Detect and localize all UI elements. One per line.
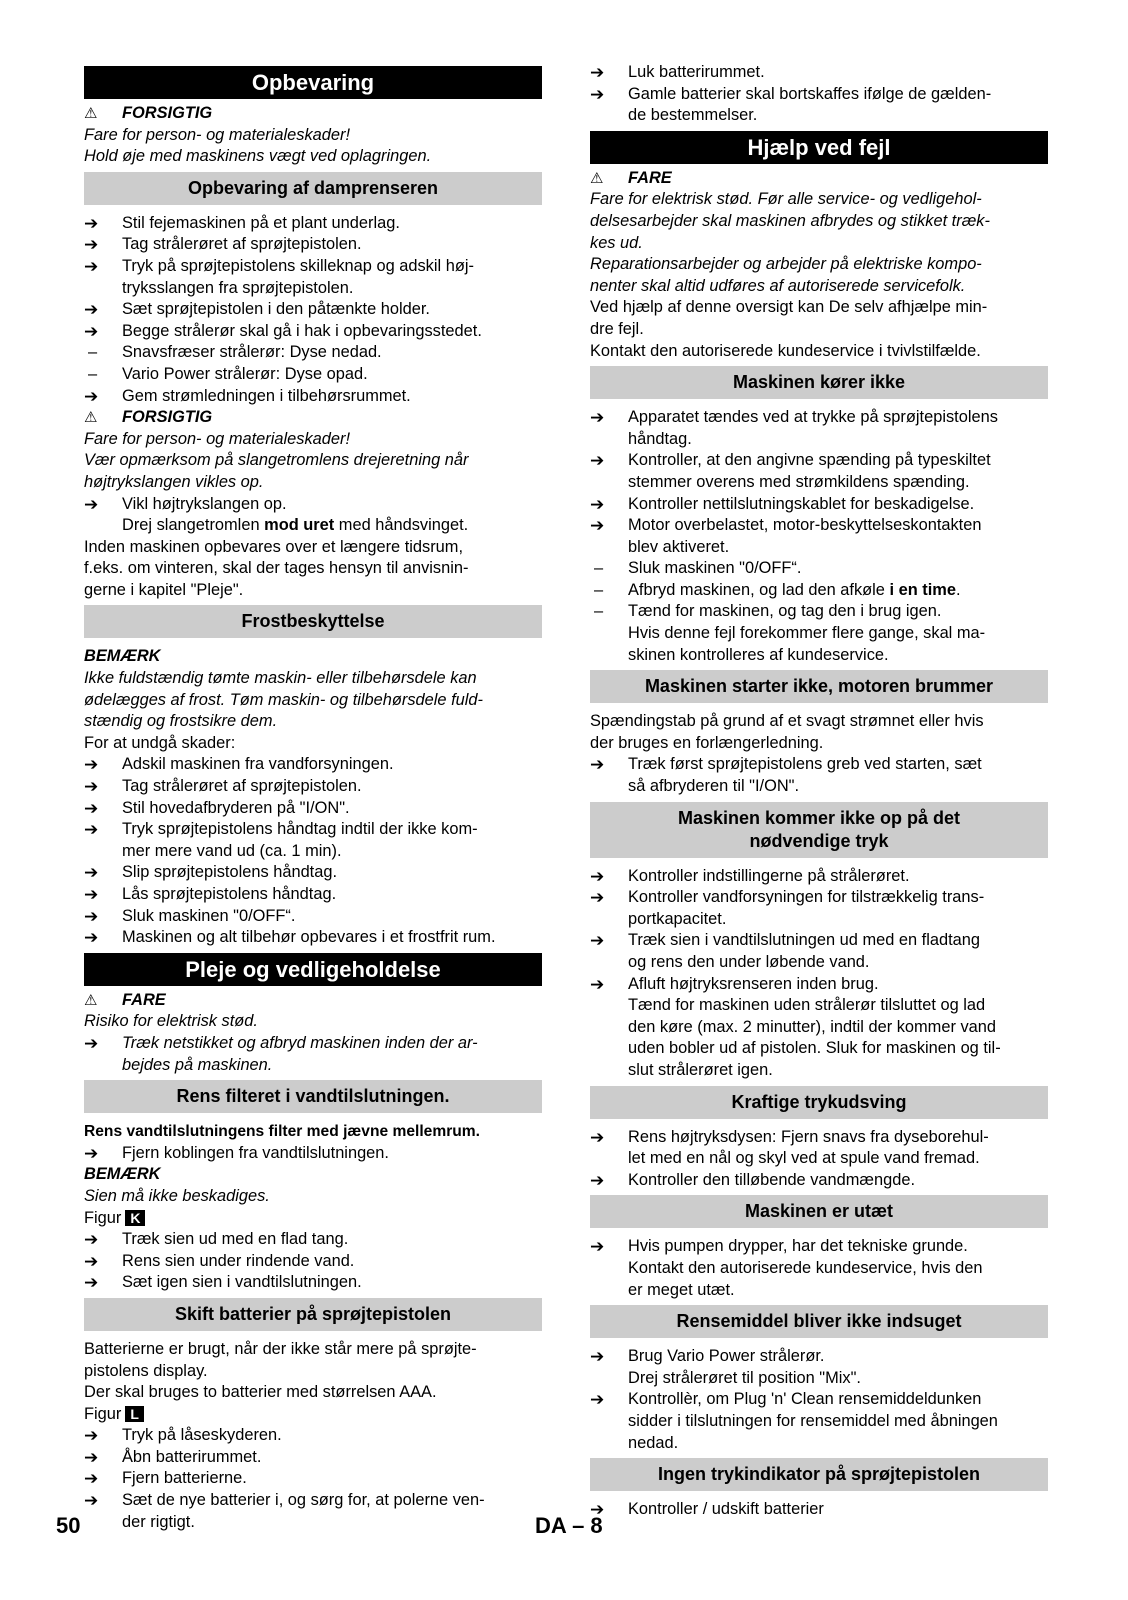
list-item-continuation — [590, 1411, 1048, 1433]
list-item-text: Tryk sprøjtepistolens håndtag indtil der ikke kom- — [122, 820, 478, 839]
list-item — [84, 819, 542, 841]
subsection-title: Maskinen starter ikke, motoren brummer — [590, 670, 1048, 703]
list-item-continuation — [590, 1280, 1048, 1302]
list-item-continuation — [590, 537, 1048, 559]
list-item — [590, 1389, 1048, 1411]
list-item-text: Snavsfræser strålerør: Dyse nedad. — [122, 343, 382, 362]
subsection-title: Frostbeskyttelse — [84, 605, 542, 638]
list-item-text: uden bobler ud af pistolen. Sluk for maskinen og til- — [628, 1039, 1001, 1058]
arrow-right-icon: ➔ — [84, 1426, 99, 1446]
warning-triangle-icon: ⚠ — [84, 991, 98, 1009]
arrow-right-icon: ➔ — [84, 1230, 99, 1250]
arrow-right-icon: ➔ — [590, 516, 605, 536]
list-item — [590, 62, 1048, 84]
arrow-right-icon: ➔ — [590, 974, 605, 994]
list-item-text: portkapacitet. — [628, 909, 727, 928]
list-item-continuation — [590, 1368, 1048, 1390]
dash-marker: – — [594, 580, 604, 599]
arrow-right-icon: ➔ — [590, 931, 605, 951]
figure-badge: L — [125, 1406, 144, 1422]
list-item — [590, 1346, 1048, 1368]
arrow-right-icon: ➔ — [84, 494, 99, 514]
step-list — [590, 62, 1048, 127]
list-item-text: Kontroller / udskift batterier — [628, 1500, 824, 1519]
list-item-text: slut strålerøret igen. — [628, 1060, 773, 1079]
list-item — [590, 1127, 1048, 1149]
arrow-right-icon: ➔ — [590, 1390, 605, 1410]
caution-text: Vær opmærksom på slangetromlens drejeretning når — [84, 451, 469, 470]
step-list — [84, 213, 542, 407]
list-item — [84, 1425, 542, 1447]
paragraph: Kontakt den autoriserede kundeservice i tvivlstilfælde. — [590, 341, 981, 360]
danger-heading: ⚠ FARE — [84, 990, 542, 1012]
subsection-title: Kraftige trykudsving — [590, 1086, 1048, 1119]
list-item-continuation — [590, 429, 1048, 451]
arrow-right-icon: ➔ — [590, 1127, 605, 1147]
list-item-text: Sæt de nye batterier i, og sørg for, at polerne ven- — [122, 1491, 485, 1510]
note-text: ødelægges af frost. Tøm maskin- og tilbehørsdele fuld- — [84, 690, 483, 709]
section-title-hjaelp: Hjælp ved fejl — [590, 131, 1048, 164]
list-item-text: let med en nål og skyl ved at spule vand fremad. — [628, 1149, 980, 1168]
arrow-right-icon: ➔ — [84, 777, 99, 797]
list-item-text: og rens den under løbende vand. — [628, 953, 870, 971]
list-item-text: Træk sien ud med en flad tang. — [122, 1230, 349, 1249]
list-item-text: skinen kontrolleres af kundeservice. — [628, 645, 889, 664]
list-item-continuation — [590, 1433, 1048, 1455]
list-item — [84, 1229, 542, 1251]
arrow-right-icon: ➔ — [84, 755, 99, 775]
list-item — [84, 213, 542, 235]
danger-text: Reparationsarbejder og arbejder på elektriske kompo- — [590, 255, 982, 274]
list-item-text: Stil fejemaskinen på et plant underlag. — [122, 213, 400, 232]
list-item — [590, 930, 1048, 952]
list-item-continuation — [590, 623, 1048, 645]
step-list — [590, 407, 1048, 580]
list-item-continuation — [84, 278, 542, 300]
arrow-right-icon: ➔ — [590, 1347, 605, 1367]
list-item-text: stemmer overens med strømkildens spænding. — [628, 472, 970, 491]
list-item-text: Maskinen og alt tilbehør opbevares i et frostfrit rum. — [122, 928, 496, 947]
danger-text: Risiko for elektrisk stød. — [84, 1012, 258, 1031]
list-item — [84, 884, 542, 906]
arrow-right-icon: ➔ — [590, 755, 605, 775]
paragraph: Inden maskinen opbevares over et længere tidsrum, — [84, 537, 464, 556]
list-item-text: Adskil maskinen fra vandforsyningen. — [122, 755, 394, 774]
arrow-right-icon: ➔ — [84, 256, 99, 276]
step-list — [590, 754, 1048, 797]
paragraph: pistolens display. — [84, 1361, 208, 1380]
list-item-text: Åbn batterirummet. — [122, 1447, 262, 1466]
arrow-right-icon: ➔ — [590, 63, 605, 82]
list-item-continuation — [590, 645, 1048, 667]
arrow-right-icon: ➔ — [84, 928, 99, 948]
arrow-right-icon: ➔ — [84, 1251, 99, 1271]
list-item-text: Hvis pumpen drypper, har det tekniske grunde. — [628, 1237, 968, 1256]
arrow-right-icon: ➔ — [84, 213, 99, 233]
arrow-right-icon: ➔ — [84, 386, 99, 406]
subsection-title: Maskinen kører ikke — [590, 366, 1048, 399]
step-list — [590, 1499, 1048, 1521]
list-item — [590, 601, 1048, 623]
danger-heading: ⚠ FARE — [590, 168, 1048, 190]
list-item — [84, 256, 542, 278]
note-text: Ikke fuldstændig tømte maskin- eller tilbehørsdele kan — [84, 669, 477, 688]
list-item-continuation — [590, 776, 1048, 798]
warning-triangle-icon: ⚠ — [84, 409, 98, 427]
list-item-text: Vario Power strålerør: Dyse opad. — [122, 364, 368, 383]
list-item: ➔ Vikl højtrykslangen op. — [84, 494, 287, 514]
subsection-title: Skift batterier på sprøjtepistolen — [84, 1298, 542, 1331]
list-item-continuation — [590, 472, 1048, 494]
list-item: ➔ Træk netstikket og afbryd maskinen inden der ar- — [84, 1033, 478, 1053]
list-item-text: Sluk maskinen "0/OFF“. — [122, 906, 296, 925]
list-item — [590, 558, 1048, 580]
list-item-continuation — [590, 1258, 1048, 1280]
bold-instruction: Rens vandtilslutningens filter med jævne mellemrum. — [84, 1123, 481, 1141]
list-item-text: Stil hovedafbryderen på "I/ON". — [122, 798, 350, 817]
arrow-right-icon: ➔ — [84, 1033, 99, 1053]
list-item — [590, 754, 1048, 776]
step-list — [84, 1229, 542, 1294]
left-column — [84, 62, 542, 1533]
list-item-text: Kontroller vandforsyningen for tilstrækkelig trans- — [628, 888, 985, 907]
page-code: DA – 8 — [535, 1513, 603, 1538]
caution-text: højtrykslangen vikles op. — [84, 472, 264, 491]
list-item — [84, 364, 542, 386]
list-item-text: Træk først sprøjtepistolens greb ved starten, sæt — [628, 755, 982, 774]
list-item — [590, 84, 1048, 106]
list-item-text: Kontroller den tilløbende vandmængde. — [628, 1170, 916, 1189]
arrow-right-icon: ➔ — [84, 1143, 99, 1163]
list-item — [84, 234, 542, 256]
list-item-text: sidder i tilslutningen for rensemiddel med åbningen — [628, 1411, 998, 1430]
arrow-right-icon: ➔ — [590, 408, 605, 428]
list-item-text: nedad. — [628, 1433, 679, 1452]
list-item-text: blev aktiveret. — [628, 537, 730, 556]
list-item-text: Afluft højtryksrenseren inden brug. — [628, 974, 879, 993]
list-item-text: Fjern batterierne. — [122, 1469, 247, 1488]
list-item-continuation — [590, 105, 1048, 127]
list-item-text: er meget utæt. — [628, 1280, 735, 1299]
note-heading: BEMÆRK — [84, 647, 161, 666]
list-item-text: Tænd for maskinen, og tag den i brug igen. — [628, 602, 942, 621]
list-item-text: Tag strålerøret af sprøjtepistolen. — [122, 235, 362, 254]
step-list — [590, 1236, 1048, 1301]
list-item-text: Luk batterirummet. — [628, 63, 765, 81]
list-item-text: Kontroller indstillingerne på strålerøret. — [628, 866, 910, 885]
list-item-continuation — [590, 995, 1048, 1017]
list-item-text: Rens højtryksdysen: Fjern snavs fra dyseborehul- — [628, 1127, 989, 1146]
arrow-right-icon: ➔ — [590, 888, 605, 908]
figure-reference: Figur K — [84, 1208, 542, 1230]
section-title-opbevaring: Opbevaring — [84, 66, 542, 99]
paragraph: gerne i kapitel "Pleje". — [84, 580, 244, 599]
list-item — [84, 798, 542, 820]
list-item — [84, 1272, 542, 1294]
list-item-text: der rigtigt. — [122, 1512, 195, 1531]
list-item-text: Apparatet tændes ved at trykke på sprøjtepistolens — [628, 408, 998, 427]
list-item-text: håndtag. — [628, 429, 692, 448]
caution-text: Fare for person- og materialeskader! — [84, 429, 351, 448]
list-item-text: Sæt sprøjtepistolen i den påtænkte holder. — [122, 300, 430, 319]
danger-text: Fare for elektrisk stød. Før alle service- og vedligehol- — [590, 190, 982, 209]
list-item-text: Kontakt den autoriserede kundeservice, hvis den — [628, 1258, 983, 1277]
list-item-text: Brug Vario Power strålerør. — [628, 1347, 825, 1366]
list-item-text: de bestemmelser. — [628, 106, 758, 125]
step-list — [590, 1346, 1048, 1454]
list-item-text: mer mere vand ud (ca. 1 min). — [122, 841, 342, 860]
paragraph: Batterierne er brugt, når der ikke står mere på sprøjte- — [84, 1339, 477, 1358]
list-item-text: Tag strålerøret af sprøjtepistolen. — [122, 777, 362, 796]
dash-marker: – — [88, 343, 98, 362]
arrow-right-icon: ➔ — [84, 1447, 99, 1467]
figure-badge: K — [125, 1210, 145, 1226]
list-item — [84, 386, 542, 408]
list-item — [84, 1447, 542, 1469]
arrow-right-icon: ➔ — [84, 1273, 99, 1293]
list-item-continuation — [84, 1512, 542, 1534]
list-item-continuation — [590, 1017, 1048, 1039]
caution-text: Hold øje med maskinens vægt ved oplagringen. — [84, 147, 432, 166]
list-item — [590, 1236, 1048, 1258]
list-item-continuation: Drej slangetromlen mod uret med håndsvinget. — [122, 516, 469, 535]
list-item — [84, 342, 542, 364]
arrow-right-icon: ➔ — [84, 1491, 99, 1511]
list-item-text: Rens sien under rindende vand. — [122, 1251, 355, 1270]
list-item — [590, 1499, 1048, 1521]
list-item — [590, 450, 1048, 472]
arrow-right-icon: ➔ — [84, 863, 99, 883]
arrow-right-icon: ➔ — [590, 1237, 605, 1257]
list-item-text: den køre (max. 2 minutter), indtil der kommer vand — [628, 1017, 997, 1036]
list-item-text: Lås sprøjtepistolens håndtag. — [122, 885, 337, 903]
warning-triangle-icon: ⚠ — [84, 105, 98, 122]
paragraph: Der skal bruges to batterier med størrelsen AAA. — [84, 1383, 437, 1402]
arrow-right-icon: ➔ — [590, 84, 605, 104]
subsection-title: Maskinen kommer ikke op på det nødvendige tryk — [590, 802, 1048, 858]
paragraph: f.eks. om vinteren, skal der tages hensyn til anvisnin- — [84, 559, 469, 578]
list-item-text: Kontroller nettilslutningskablet for beskadigelse. — [628, 494, 975, 513]
list-item — [84, 299, 542, 321]
list-item — [84, 862, 542, 884]
caution-heading: ⚠ FORSIGTIG — [84, 103, 542, 125]
list-item — [84, 776, 542, 798]
danger-text: kes ud. — [590, 233, 643, 252]
arrow-right-icon: ➔ — [84, 1469, 99, 1489]
list-item — [590, 515, 1048, 537]
caution-heading: ⚠ FORSIGTIG — [84, 407, 542, 429]
arrow-right-icon: ➔ — [84, 820, 99, 840]
section-title-pleje: Pleje og vedligeholdelse — [84, 953, 542, 986]
step-list — [84, 754, 542, 948]
arrow-right-icon: ➔ — [590, 1170, 605, 1190]
dash-marker: – — [594, 559, 604, 578]
paragraph: der bruges en forlængerledning. — [590, 733, 824, 752]
list-item-text: Gamle batterier skal bortskaffes ifølge de gælden- — [628, 84, 992, 103]
list-item-text: tryksslangen fra sprøjtepistolen. — [122, 278, 354, 297]
list-item — [84, 906, 542, 928]
list-item-continuation — [590, 952, 1048, 974]
arrow-right-icon: ➔ — [84, 906, 99, 926]
list-item — [84, 1468, 542, 1490]
page-number: 50 — [56, 1513, 81, 1538]
list-item — [84, 754, 542, 776]
list-item-text: Motor overbelastet, motor-beskyttelseskontakten — [628, 516, 982, 535]
arrow-right-icon: ➔ — [590, 451, 605, 471]
danger-text: delsesarbejder skal maskinen afbrydes og stikket træk- — [590, 211, 990, 230]
subsection-title: Rens filteret i vandtilslutningen. — [84, 1080, 542, 1113]
step-list — [84, 1425, 542, 1533]
list-item-text: Tryk på låseskyderen. — [122, 1426, 282, 1445]
warning-triangle-icon: ⚠ — [590, 169, 604, 187]
list-item — [590, 887, 1048, 909]
list-item — [590, 974, 1048, 996]
list-item-text: Drej strålerøret til position "Mix". — [628, 1368, 861, 1387]
list-item — [84, 321, 542, 343]
note-heading: BEMÆRK — [84, 1165, 161, 1184]
figure-reference: Figur L — [84, 1404, 542, 1426]
arrow-right-icon: ➔ — [590, 494, 605, 514]
arrow-right-icon: ➔ — [590, 1500, 605, 1520]
step-list — [590, 866, 1048, 1082]
list-item — [590, 866, 1048, 888]
paragraph: Ved hjælp af denne oversigt kan De selv afhjælpe min- — [590, 298, 988, 317]
list-item-text: Gem strømledningen i tilbehørsrummet. — [122, 386, 411, 405]
list-item-text: Hvis denne fejl forekommer flere gange, skal ma- — [628, 624, 986, 643]
list-item-text: Begge strålerør skal gå i hak i opbevaringsstedet. — [122, 321, 482, 340]
list-item-text: Slip sprøjtepistolens håndtag. — [122, 863, 338, 882]
list-item-continuation — [84, 841, 542, 863]
step-list — [590, 1127, 1048, 1192]
list-item: ➔ Fjern koblingen fra vandtilslutningen. — [84, 1143, 389, 1163]
list-item — [84, 1490, 542, 1512]
list-item-continuation — [590, 1148, 1048, 1170]
step-list — [590, 601, 1048, 666]
arrow-right-icon: ➔ — [84, 235, 99, 255]
right-column — [590, 62, 1048, 1521]
arrow-right-icon: ➔ — [84, 300, 99, 320]
list-item — [84, 1251, 542, 1273]
list-item-text: Tryk på sprøjtepistolens skilleknap og adskil høj- — [122, 256, 474, 275]
arrow-right-icon: ➔ — [84, 798, 99, 818]
list-item-text: Kontrollèr, om Plug 'n' Clean rensemiddeldunken — [628, 1390, 982, 1409]
list-item-text: Sæt igen sien i vandtilslutningen. — [122, 1273, 362, 1292]
list-item — [590, 407, 1048, 429]
arrow-right-icon: ➔ — [590, 866, 605, 886]
list-item-continuation — [590, 909, 1048, 931]
subsection-title: Ingen trykindikator på sprøjtepistolen — [590, 1458, 1048, 1491]
danger-text: nenter skal altid udføres af autoriserede servicefolk. — [590, 276, 966, 295]
caution-text: Fare for person- og materialeskader! — [84, 125, 351, 144]
list-item: – Afbryd maskinen, og lad den afkøle i en time. — [590, 580, 1048, 602]
note-text: Sien må ikke beskadiges. — [84, 1186, 270, 1205]
subsection-title: Maskinen er utæt — [590, 1195, 1048, 1228]
paragraph: Spændingstab på grund af et svagt strømnet eller hvis — [590, 712, 984, 731]
list-item-text: så afbryderen til "I/ON". — [628, 777, 800, 796]
list-item — [590, 1170, 1048, 1192]
list-item-continuation — [590, 1038, 1048, 1060]
arrow-right-icon: ➔ — [84, 885, 99, 904]
paragraph: For at undgå skader: — [84, 733, 236, 752]
dash-marker: – — [88, 364, 98, 383]
subsection-title: Rensemiddel bliver ikke indsuget — [590, 1305, 1048, 1338]
list-item-text: Kontroller, at den angivne spænding på typeskiltet — [628, 451, 991, 470]
list-item-text: Sluk maskinen "0/OFF“. — [628, 559, 802, 578]
list-item — [590, 494, 1048, 516]
dash-marker: – — [594, 602, 604, 621]
arrow-right-icon: ➔ — [84, 321, 99, 341]
list-item-continuation: bejdes på maskinen. — [122, 1055, 273, 1074]
subsection-title: Opbevaring af damprenseren — [84, 172, 542, 205]
list-item-text: Træk sien i vandtilslutningen ud med en fladtang — [628, 931, 980, 950]
paragraph: dre fejl. — [590, 319, 644, 338]
list-item-text: Tænd for maskinen uden strålerør tilsluttet og lad — [628, 996, 986, 1015]
list-item-continuation — [590, 1060, 1048, 1082]
list-item — [84, 927, 542, 949]
note-text: stændig og frostsikre dem. — [84, 712, 278, 731]
